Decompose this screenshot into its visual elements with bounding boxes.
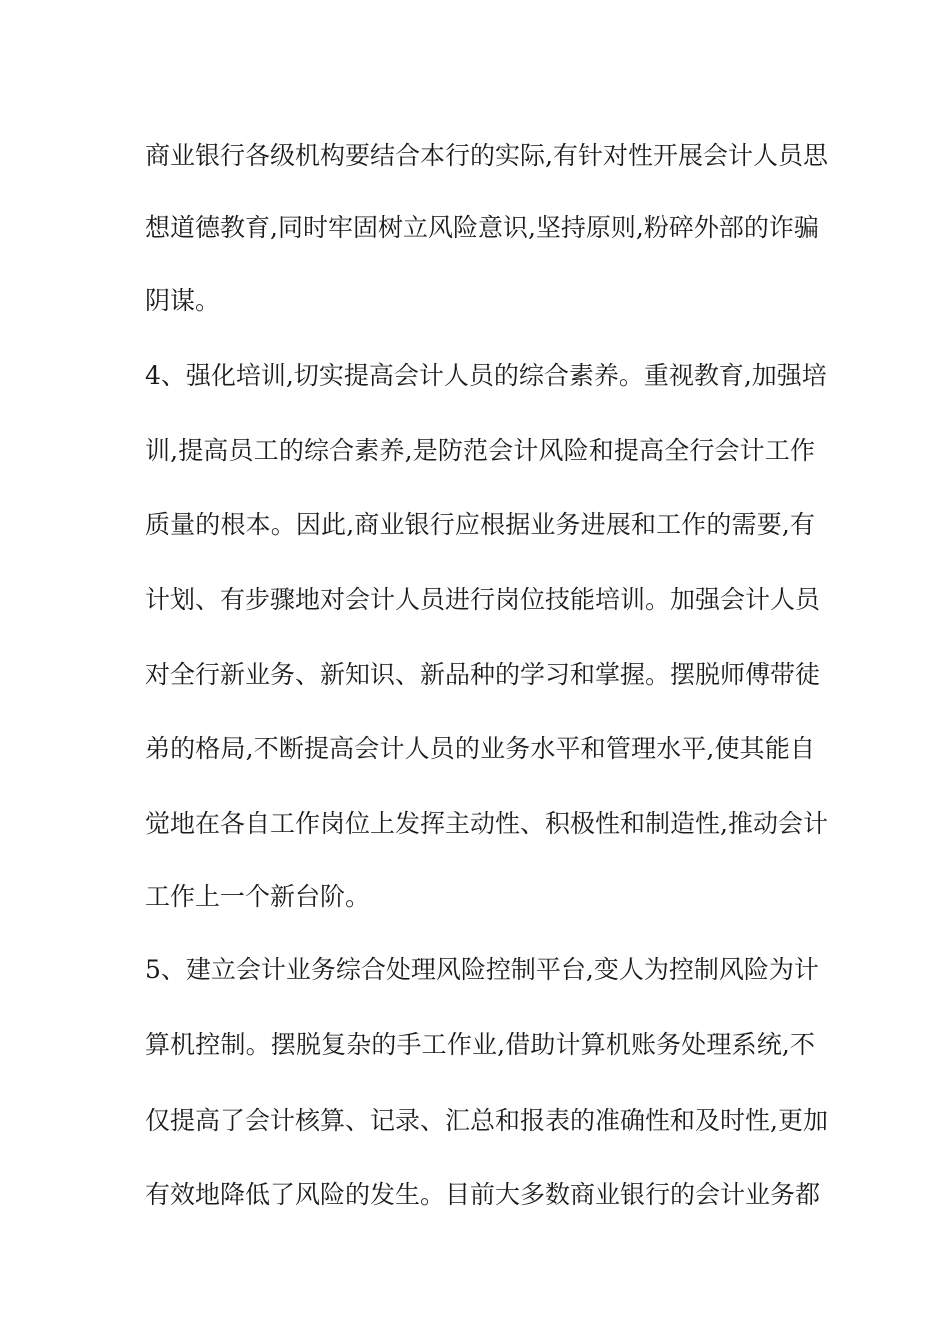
text-line: 质量的根本。因此,商业银行应根据业务进展和工作的需要,有 <box>145 510 815 539</box>
text-line: 仅提高了会计核算、记录、汇总和报表的准确性和及时性,更加 <box>145 1106 828 1135</box>
text-line: 弟的格局,不断提高会计人员的业务水平和管理水平,使其能自 <box>145 734 815 763</box>
text-line: 商业银行各级机构要结合本行的实际,有针对性开展会计人员思 <box>145 141 828 170</box>
text-line: 训,提高员工的综合素养,是防范会计风险和提高全行会计工作 <box>145 436 815 465</box>
text-line: 觉地在各自工作岗位上发挥主动性、积极性和制造性,推动会计 <box>145 809 828 838</box>
text-line: 想道德教育,同时牢固树立风险意识,坚持原则,粉碎外部的诈骗 <box>145 213 819 242</box>
text-line: 算机控制。摆脱复杂的手工作业,借助计算机账务处理系统,不 <box>145 1030 815 1059</box>
text-line: 4、强化培训,切实提高会计人员的综合素养。重视教育,加强培 <box>145 361 827 390</box>
text-line: 5、建立会计业务综合处理风险控制平台,变人为控制风险为计 <box>145 955 819 984</box>
text-line: 对全行新业务、新知识、新品种的学习和掌握。摆脱师傅带徒 <box>145 660 821 689</box>
text-line: 有效地降低了风险的发生。目前大多数商业银行的会计业务都 <box>145 1180 821 1209</box>
text-line: 工作上一个新台阶。 <box>145 882 371 911</box>
text-line: 阴谋。 <box>145 286 221 315</box>
text-line: 计划、有步骤地对会计人员进行岗位技能培训。加强会计人员 <box>145 585 821 614</box>
